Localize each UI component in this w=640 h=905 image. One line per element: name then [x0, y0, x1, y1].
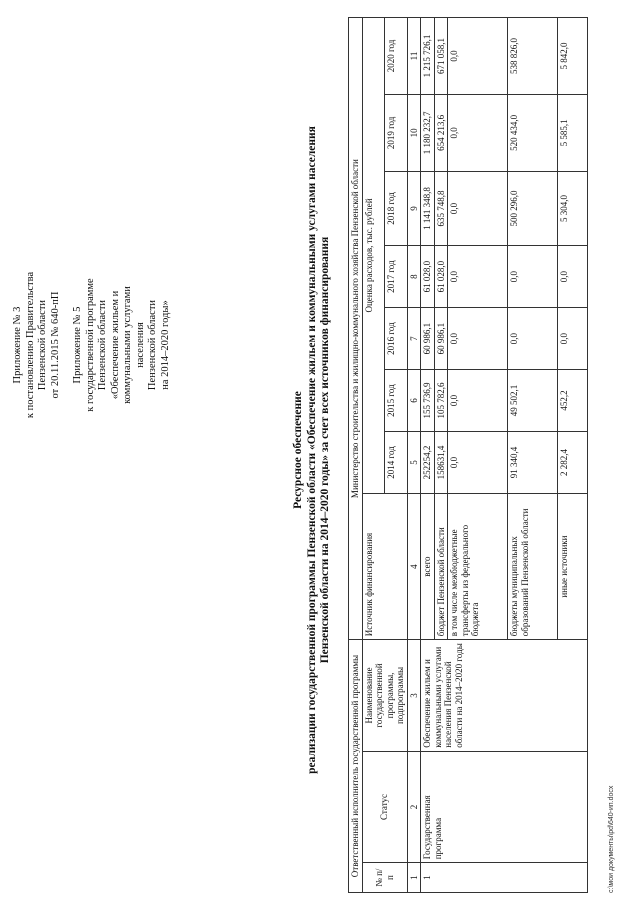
value-cell: 452,2 — [558, 370, 588, 432]
header-estimate: Оценка расходов, тыс. рублей — [362, 18, 385, 494]
value-cell: 91 340,4 — [508, 432, 558, 494]
value-cell: 671 058,1 — [434, 18, 448, 95]
colnum: 11 — [407, 18, 421, 95]
value-cell: 0,0 — [508, 308, 558, 370]
value-cell: 105 782,6 — [434, 370, 448, 432]
value-cell: 60 986,1 — [421, 308, 435, 370]
row-program-name: Обеспечение жильем и коммунальными услугами населения Пензенской области на 2014–2020 годы — [421, 640, 588, 752]
year-header: 2019 год — [385, 94, 408, 171]
column-numbers-row — [407, 18, 421, 893]
value-cell: 0,0 — [448, 432, 508, 494]
appendix-3-line3: Пензенской области — [37, 299, 48, 391]
source-cell: бюджет Пензенской области — [434, 493, 448, 639]
header-source: Источник финансирования — [362, 493, 407, 639]
colnum: 2 — [407, 751, 421, 863]
value-cell: 49 502,1 — [508, 370, 558, 432]
appendix-block — [12, 245, 182, 445]
year-header: 2018 год — [385, 171, 408, 245]
appendix-5-line6: населения — [134, 322, 146, 368]
value-cell: 0,0 — [448, 308, 508, 370]
value-cell: 60 986,1 — [434, 308, 448, 370]
year-header: 2020 год — [385, 18, 408, 95]
year-header: 2014 год — [385, 432, 408, 494]
responsible-row — [349, 18, 363, 893]
responsible-label: Ответственный исполнитель государственной программы — [349, 640, 363, 893]
row-status: Государственная программа — [421, 751, 588, 863]
value-cell: 158631,4 — [434, 432, 448, 494]
value-cell: 0,0 — [448, 370, 508, 432]
resource-table — [348, 17, 588, 893]
value-cell: 2 282,4 — [558, 432, 588, 494]
document-title — [292, 30, 333, 870]
value-cell: 5 842,0 — [558, 18, 588, 95]
value-cell: 0,0 — [448, 94, 508, 171]
year-header: 2016 год — [385, 308, 408, 370]
header-num: № п/п — [362, 863, 407, 893]
value-cell: 0,0 — [558, 246, 588, 308]
value-cell: 654 213,6 — [434, 94, 448, 171]
source-cell: иные источники — [558, 493, 588, 639]
value-cell: 635 748,8 — [434, 171, 448, 245]
value-cell: 538 826,0 — [508, 18, 558, 95]
value-cell: 0,0 — [448, 171, 508, 245]
colnum: 3 — [407, 640, 421, 752]
value-cell: 155 736,9 — [421, 370, 435, 432]
appendix-5-line1: Приложение № 5 — [72, 306, 83, 384]
header-name: Наименование государственной программы, подпрограммы — [362, 640, 407, 752]
title-line1: Ресурсное обеспечение — [292, 391, 304, 509]
header-status: Статус — [362, 751, 407, 863]
colnum: 5 — [407, 432, 421, 494]
value-cell: 5 304,0 — [558, 171, 588, 245]
row-num: 1 — [421, 863, 588, 893]
value-cell: 1 215 726,1 — [421, 18, 435, 95]
appendix-5-line4: «Обеспечение жильем и — [109, 290, 121, 400]
value-cell: 1 141 348,8 — [421, 171, 435, 245]
value-cell: 0,0 — [558, 308, 588, 370]
source-cell: бюджеты муниципальных образований Пензенской области — [508, 493, 558, 639]
year-header: 2017 год — [385, 246, 408, 308]
value-cell: 520 434,0 — [508, 94, 558, 171]
value-cell: 0,0 — [508, 246, 558, 308]
responsible-value: Министерство строительства и жилищно-коммунального хозяйства Пензенской области — [349, 18, 363, 640]
title-line2: реализации государственной программы Пензенской области «Обеспечение жильем и коммунальными услугами населения — [305, 126, 318, 774]
value-cell: 500 296,0 — [508, 171, 558, 245]
source-cell: в том числе межбюджетные трансферты из федерального бюджета — [448, 493, 508, 639]
value-cell: 61 028,0 — [434, 246, 448, 308]
colnum: 10 — [407, 94, 421, 171]
colnum: 1 — [407, 863, 421, 893]
colnum: 8 — [407, 246, 421, 308]
value-cell: 252254,2 — [421, 432, 435, 494]
value-cell: 1 180 232,7 — [421, 94, 435, 171]
value-cell: 61 028,0 — [421, 246, 435, 308]
appendix-5-line8: на 2014–2020 годы» — [159, 300, 171, 390]
appendix-3-line1: Приложение № 3 — [12, 306, 23, 384]
appendix-3 — [12, 245, 62, 445]
header-row-1 — [362, 18, 385, 893]
year-header: 2015 год — [385, 370, 408, 432]
colnum: 9 — [407, 171, 421, 245]
appendix-3-line4: от 20.11.2015 № 640-пП — [49, 291, 61, 399]
table-row — [421, 18, 435, 893]
source-cell: всего — [421, 493, 435, 639]
appendix-5-line7: Пензенской области — [147, 299, 158, 391]
value-cell: 0,0 — [448, 18, 508, 95]
value-cell: 0,0 — [448, 246, 508, 308]
title-line3: Пензенской области на 2014–2020 годы» за счет всех источников финансирования — [319, 236, 331, 664]
appendix-5-line2: к государственной программе — [84, 278, 96, 412]
appendix-5 — [72, 245, 172, 445]
value-cell: 5 585,1 — [558, 94, 588, 171]
colnum: 4 — [407, 493, 421, 639]
appendix-5-line5: коммунальными услугами — [122, 286, 133, 404]
colnum: 6 — [407, 370, 421, 432]
appendix-3-line2: к постановлению Правительства — [24, 271, 36, 419]
file-path-footer: c:\мои документы\pd\640-ип.docx — [608, 785, 615, 893]
appendix-5-line3: Пензенской области — [97, 299, 108, 391]
colnum: 7 — [407, 308, 421, 370]
